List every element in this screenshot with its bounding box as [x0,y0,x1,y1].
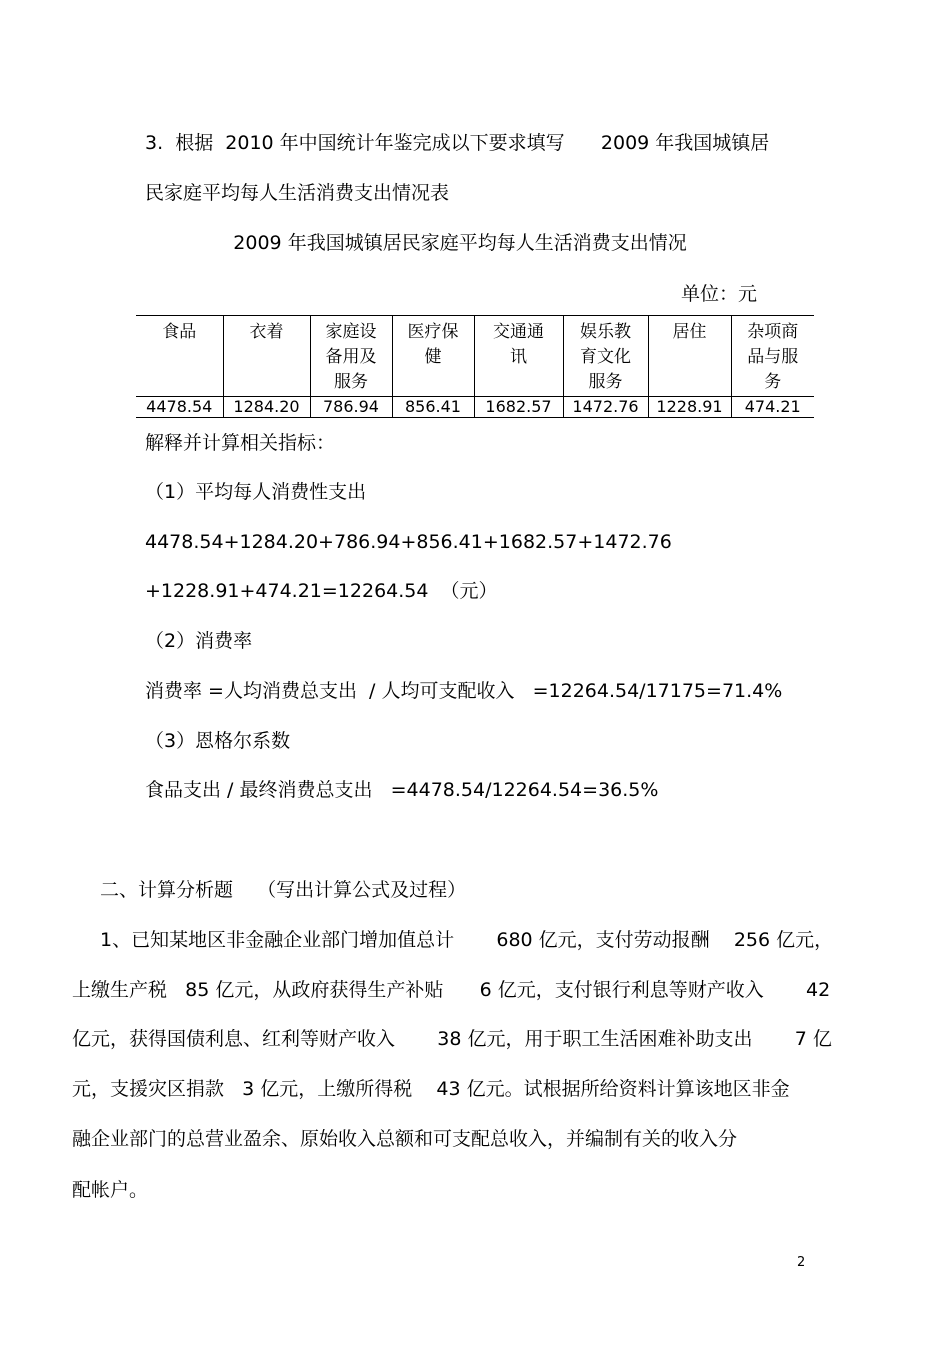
calc-2: 消费率 =人均消费总支出 / 人均可支配收入 =12264.54/17175=71.4% [145,680,783,702]
table-value-row [136,397,814,418]
value-cell: 1682.57 [474,397,563,418]
problem-1-line-1: 1、已知某地区非金融企业部门增加值总计 680 亿元，支付劳动报酬 256 亿元， [100,929,834,951]
header-cell: 居住 [648,316,731,397]
question-3-line-1: 3. 根据 2010 年中国统计年鉴完成以下要求填写 2009 年我国城镇居 [145,132,770,154]
header-cell: 食品 [136,316,223,397]
value-cell: 1472.76 [563,397,648,418]
header-cell: 娱乐教 育文化 服务 [563,316,648,397]
problem-1-line-4: 元，支援灾区捐款 3 亿元，上缴所得税 43 亿元。试根据所给资料计算该地区非金 [72,1078,790,1100]
value-cell: 1228.91 [648,397,731,418]
problem-1-line-3: 亿元，获得国债利息、红利等财产收入 38 亿元，用于职工生活困难补助支出 7 亿 [72,1028,832,1050]
header-cell: 交通通 讯 [474,316,563,397]
item-3-heading: （3）恩格尔系数 [145,730,291,752]
calc-1-line-b: +1228.91+474.21=12264.54 （元） [145,580,498,602]
problem-1-line-2: 上缴生产税 85 亿元，从政府获得生产补贴 6 亿元，支付银行利息等财产收入 42 [72,979,831,1001]
question-3-line-2: 民家庭平均每人生活消费支出情况表 [145,182,450,204]
problem-1-line-5: 融企业部门的总营业盈余、原始收入总额和可支配总收入，并编制有关的收入分 [72,1128,738,1150]
value-cell: 786.94 [310,397,392,418]
expenditure-table [136,315,814,418]
calc-3: 食品支出 / 最终消费总支出 =4478.54/12264.54=36.5% [145,779,659,801]
section-2-heading: 二、计算分析题 （写出计算公式及过程） [100,879,467,901]
unit-label: 单位：元 [680,283,757,305]
header-cell: 医疗保 健 [392,316,474,397]
problem-1-line-6: 配帐户。 [72,1179,149,1201]
header-cell: 衣着 [223,316,310,397]
calc-1-line-a: 4478.54+1284.20+786.94+856.41+1682.57+1472.76 [145,531,672,553]
explain-heading: 解释并计算相关指标： [145,432,336,454]
table-title: 2009 年我国城镇居民家庭平均每人生活消费支出情况 [233,232,687,254]
value-cell: 474.21 [731,397,814,418]
header-cell: 杂项商 品与服 务 [731,316,814,397]
item-2-heading: （2）消费率 [145,630,253,652]
value-cell: 4478.54 [136,397,223,418]
page-number: 2 [797,1255,806,1270]
item-1-heading: （1）平均每人消费性支出 [145,481,367,503]
table-header-row [136,316,814,397]
value-cell: 856.41 [392,397,474,418]
header-cell: 家庭设 备用及 服务 [310,316,392,397]
value-cell: 1284.20 [223,397,310,418]
